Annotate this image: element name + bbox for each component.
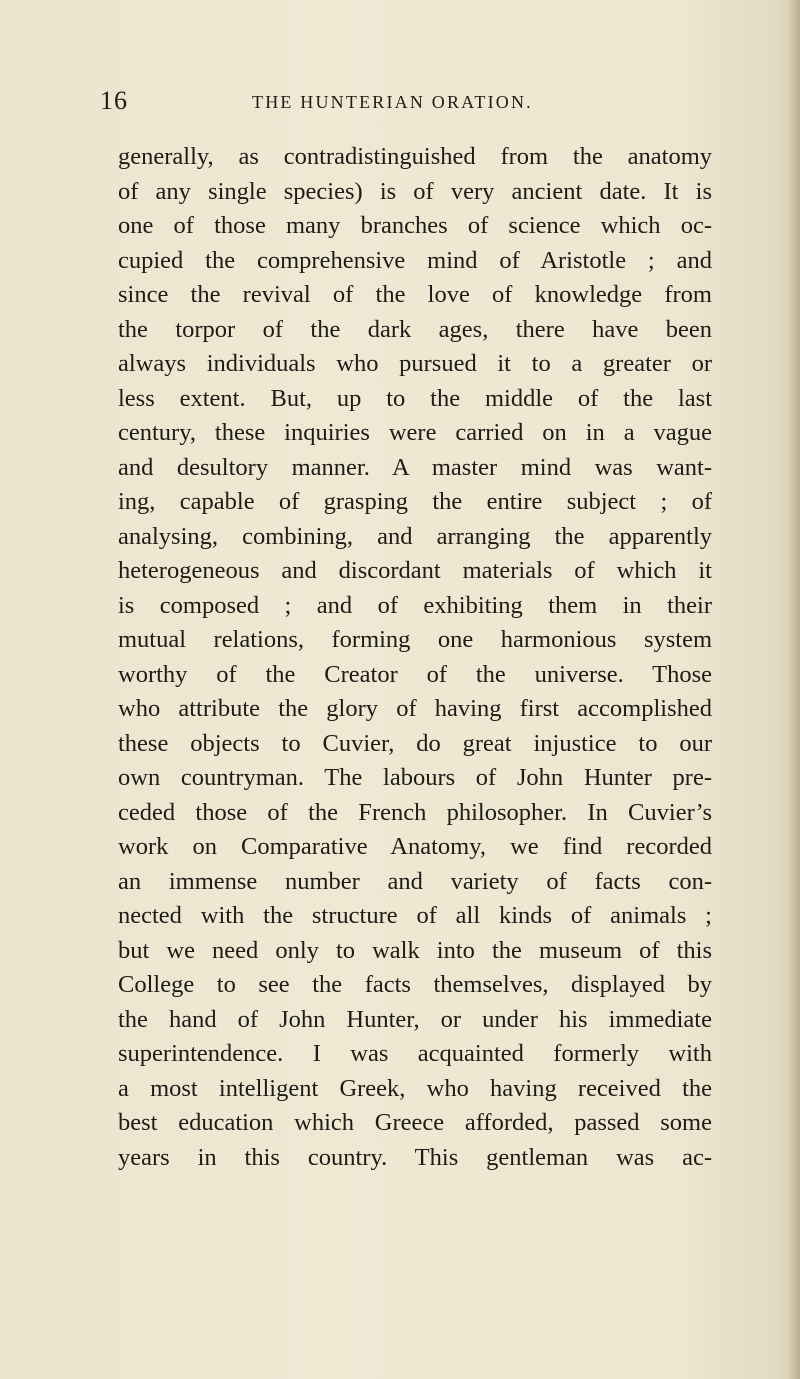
- text-line: cupied the comprehensive mind of Aristotle ; and: [118, 246, 712, 274]
- text-line: own countryman. The labours of John Hunter pre-: [118, 764, 712, 791]
- text-line: less extent. But, up to the middle of the last: [118, 384, 712, 412]
- text-line: the torpor of the dark ages, there have been: [118, 315, 712, 343]
- text-line: worthy of the Creator of the universe. Those: [118, 660, 712, 688]
- text-line: the hand of John Hunter, or under his immediate: [118, 1005, 712, 1033]
- text-line: superintendence. I was acquainted formerly with: [118, 1040, 712, 1067]
- text-line: is composed ; and of exhibiting them in their: [118, 591, 712, 619]
- text-line: since the revival of the love of knowledge from: [118, 281, 712, 308]
- running-title: THE HUNTERIAN ORATION.: [252, 92, 533, 112]
- text-line: century, these inquiries were carried on in a vague: [118, 419, 712, 446]
- text-line: heterogeneous and discordant materials of which it: [118, 557, 712, 584]
- text-line: but we need only to walk into the museum of this: [118, 936, 712, 964]
- text-line: an immense number and variety of facts con-: [118, 867, 712, 895]
- text-line: analysing, combining, and arranging the apparently: [118, 522, 712, 550]
- text-line: work on Comparative Anatomy, we find recorded: [118, 833, 712, 860]
- text-line: these objects to Cuvier, do great injustice to our: [118, 729, 712, 757]
- text-line: one of those many branches of science which oc-: [118, 212, 712, 239]
- running-head: [100, 86, 700, 116]
- text-line: who attribute the glory of having first accomplished: [118, 695, 712, 722]
- text-line: ing, capable of grasping the entire subject ; of: [118, 488, 712, 515]
- page-edge-shadow: [788, 0, 800, 1379]
- text-line: mutual relations, forming one harmonious system: [118, 626, 712, 653]
- text-line: generally, as contradistinguished from the anatomy: [118, 143, 712, 170]
- text-line: of any single species) is of very ancient date. It is: [118, 177, 712, 205]
- text-line: years in this country. This gentleman was ac-: [118, 1143, 712, 1171]
- text-line: always individuals who pursued it to a greater or: [118, 350, 712, 377]
- text-line: College to see the facts themselves, displayed by: [118, 971, 712, 998]
- body-text: [118, 140, 712, 1175]
- text-line: best education which Greece afforded, passed some: [118, 1109, 712, 1136]
- page-number: 16: [100, 86, 128, 115]
- text-line: ceded those of the French philosopher. In Cuvier’s: [118, 798, 712, 826]
- text-line: a most intelligent Greek, who having received the: [118, 1074, 712, 1102]
- text-line: nected with the structure of all kinds of animals ;: [118, 902, 712, 929]
- text-line: and desultory manner. A master mind was want-: [118, 453, 712, 481]
